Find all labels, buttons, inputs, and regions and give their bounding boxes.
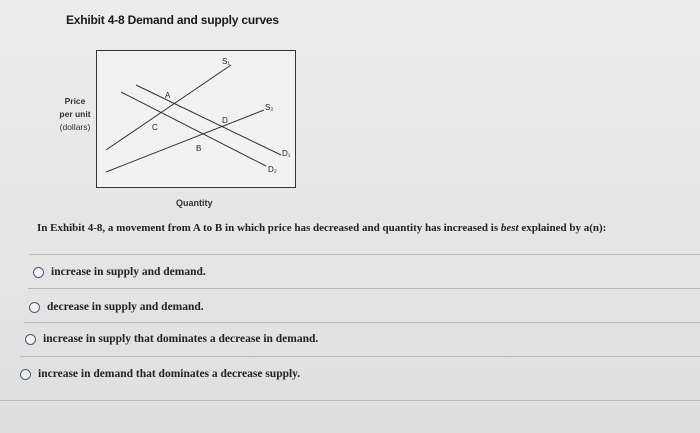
answer-option-4-label: increase in demand that dominates a decrease supply. (38, 368, 301, 380)
divider (24, 322, 700, 323)
label-d2: D₂ (268, 165, 277, 174)
radio-button-icon[interactable] (25, 334, 36, 345)
question-text (37, 222, 606, 234)
question-suffix: explained by a(n): (521, 222, 607, 234)
x-axis-label: Quantity (176, 198, 213, 208)
point-label-c: C (152, 123, 158, 132)
divider (20, 356, 700, 357)
radio-button-icon[interactable] (20, 369, 31, 380)
answer-option-1[interactable] (33, 266, 206, 278)
y-axis-label-line-1: Price (64, 96, 86, 106)
answer-option-1-label: increase in supply and demand. (51, 266, 206, 278)
answer-option-4[interactable] (20, 368, 300, 380)
y-axis-label-line-3: (dollars) (59, 122, 91, 132)
exhibit-title: Exhibit 4-8 Demand and supply curves (66, 13, 279, 27)
point-label-b: B (196, 144, 202, 153)
supply-demand-graph (96, 50, 296, 188)
answer-option-2[interactable] (29, 301, 204, 313)
graph-svg (96, 50, 296, 188)
y-axis-label-line-2: per unit (59, 109, 91, 119)
graph-frame (97, 51, 296, 188)
divider (28, 288, 700, 289)
answer-option-3[interactable] (25, 333, 318, 345)
question-prefix: In Exhibit 4-8, a movement from A to B in which price has decreased and quantity has increased is (37, 222, 499, 234)
divider (30, 254, 700, 255)
answer-option-2-label: decrease in supply and demand. (47, 301, 204, 313)
divider (0, 400, 700, 401)
label-s2: S₂ (265, 103, 274, 112)
point-label-a: A (165, 91, 171, 100)
y-axis-label (50, 95, 100, 134)
radio-button-icon[interactable] (33, 267, 44, 278)
answer-option-3-label: increase in supply that dominates a decrease in demand. (43, 333, 319, 345)
label-s1: S₁ (222, 57, 231, 66)
question-emphasis: best (500, 222, 519, 234)
label-d1: D₁ (282, 149, 291, 158)
radio-button-icon[interactable] (29, 302, 40, 313)
point-label-d: D (222, 116, 228, 125)
